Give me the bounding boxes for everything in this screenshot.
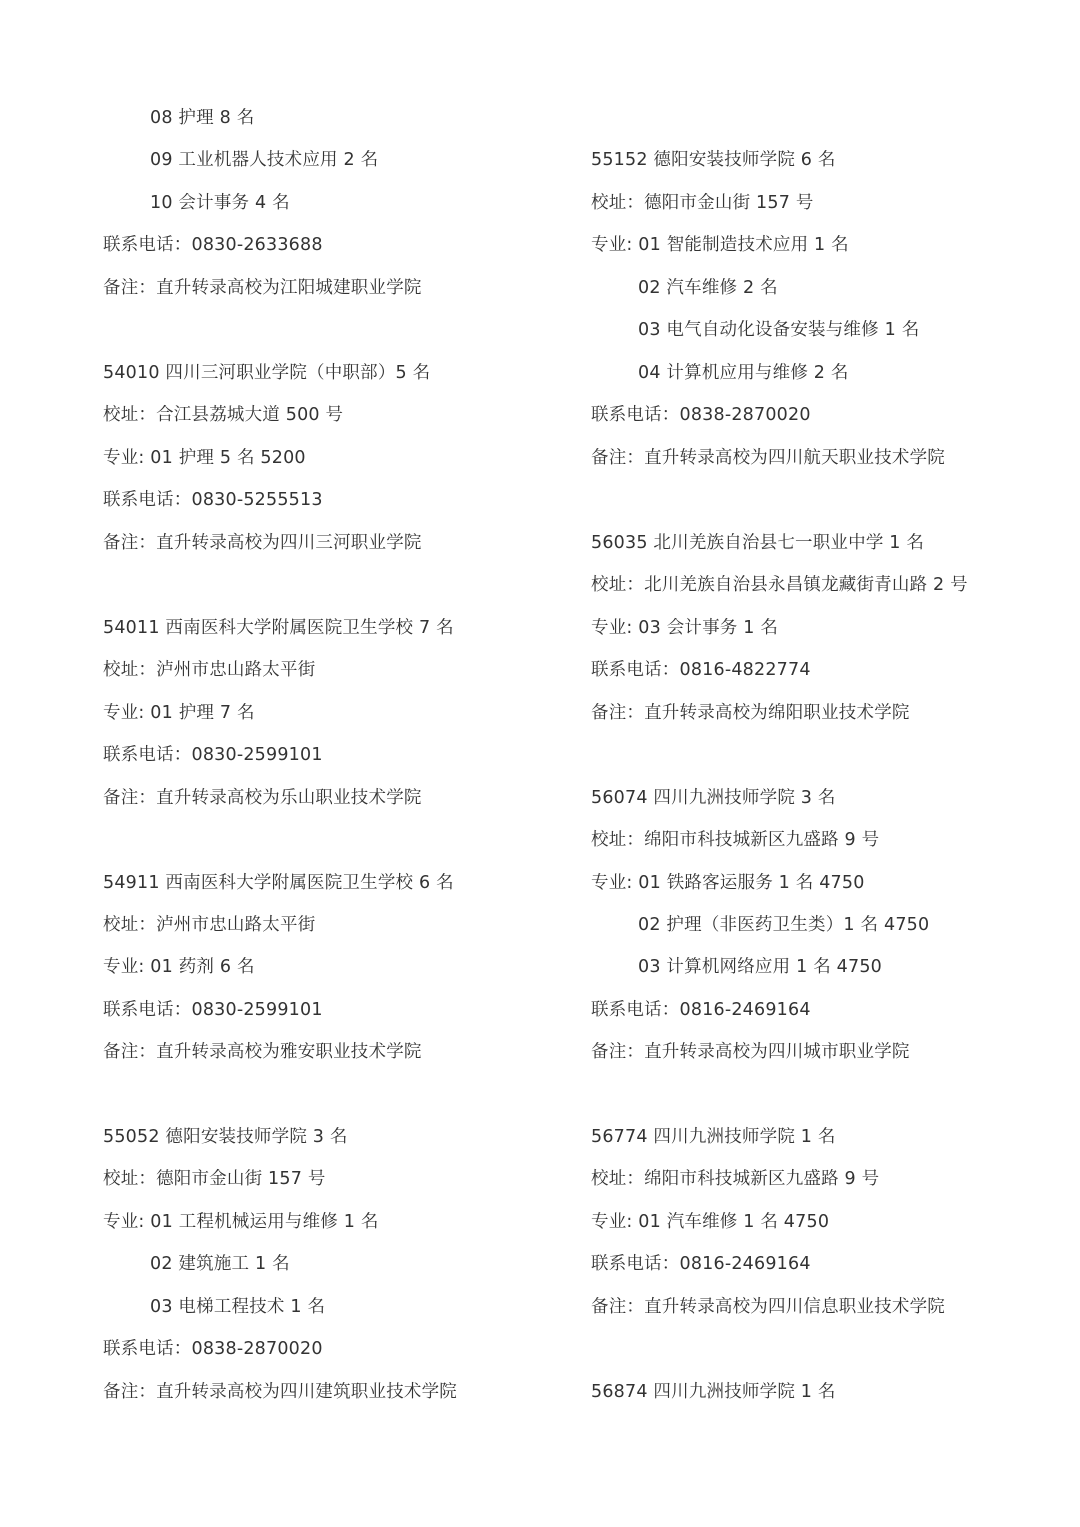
note-line: 备注：直升转录高校为雅安职业技术学院 (103, 1042, 422, 1062)
major-line: 专业: 01 汽车维修 1 名 4750 (591, 1212, 830, 1232)
note-line: 备注：直升转录高校为四川城市职业学院 (591, 1042, 910, 1062)
address-line: 校址：泸州市忠山路太平街 (103, 660, 316, 680)
note-line: 备注：直升转录高校为四川三河职业学院 (103, 533, 422, 553)
major-line: 专业: 01 护理 7 名 (103, 703, 255, 723)
address-line: 校址：绵阳市科技城新区九盛路 9 号 (591, 830, 880, 850)
major-line: 专业: 03 会计事务 1 名 (591, 618, 779, 638)
phone-line: 联系电话：0830-5255513 (103, 490, 323, 510)
major-line: 08 护理 8 名 (150, 108, 255, 128)
major-line: 04 计算机应用与维修 2 名 (638, 363, 849, 383)
major-line: 02 汽车维修 2 名 (638, 278, 778, 298)
school-title: 54911 西南医科大学附属医院卫生学校 6 名 (103, 873, 454, 893)
school-title: 56874 四川九洲技师学院 1 名 (591, 1382, 836, 1402)
address-line: 校址：北川羌族自治县永昌镇龙藏街青山路 2 号 (591, 575, 968, 595)
address-line: 校址：德阳市金山街 157 号 (103, 1169, 326, 1189)
major-line: 03 电气自动化设备安装与维修 1 名 (638, 320, 920, 340)
phone-line: 联系电话：0816-2469164 (591, 1000, 811, 1020)
school-title: 56774 四川九洲技师学院 1 名 (591, 1127, 836, 1147)
address-line: 校址：泸州市忠山路太平街 (103, 915, 316, 935)
school-title: 56074 四川九洲技师学院 3 名 (591, 788, 836, 808)
major-line: 专业: 01 铁路客运服务 1 名 4750 (591, 873, 865, 893)
school-title: 54011 西南医科大学附属医院卫生学校 7 名 (103, 618, 454, 638)
major-line: 03 计算机网络应用 1 名 4750 (638, 957, 882, 977)
major-line: 10 会计事务 4 名 (150, 193, 290, 213)
note-line: 备注：直升转录高校为江阳城建职业学院 (103, 278, 422, 298)
school-title: 55052 德阳安装技师学院 3 名 (103, 1127, 348, 1147)
major-line: 03 电梯工程技术 1 名 (150, 1297, 326, 1317)
school-title: 55152 德阳安装技师学院 6 名 (591, 150, 836, 170)
major-line: 09 工业机器人技术应用 2 名 (150, 150, 379, 170)
phone-line: 联系电话：0830-2599101 (103, 745, 323, 765)
school-title: 54010 四川三河职业学院（中职部）5 名 (103, 363, 431, 383)
address-line: 校址：合江县荔城大道 500 号 (103, 405, 344, 425)
phone-line: 联系电话：0838-2870020 (591, 405, 811, 425)
address-line: 校址：德阳市金山街 157 号 (591, 193, 814, 213)
address-line: 校址：绵阳市科技城新区九盛路 9 号 (591, 1169, 880, 1189)
note-line: 备注：直升转录高校为绵阳职业技术学院 (591, 703, 910, 723)
phone-line: 联系电话：0816-2469164 (591, 1254, 811, 1274)
major-line: 02 护理（非医药卫生类）1 名 4750 (638, 915, 930, 935)
major-line: 专业: 01 智能制造技术应用 1 名 (591, 235, 849, 255)
major-line: 02 建筑施工 1 名 (150, 1254, 290, 1274)
major-line: 专业: 01 工程机械运用与维修 1 名 (103, 1212, 379, 1232)
phone-line: 联系电话：0830-2633688 (103, 235, 323, 255)
major-line: 专业: 01 药剂 6 名 (103, 957, 255, 977)
school-title: 56035 北川羌族自治县七一职业中学 1 名 (591, 533, 925, 553)
phone-line: 联系电话：0838-2870020 (103, 1339, 323, 1359)
phone-line: 联系电话：0816-4822774 (591, 660, 811, 680)
note-line: 备注：直升转录高校为四川信息职业技术学院 (591, 1297, 945, 1317)
note-line: 备注：直升转录高校为四川航天职业技术学院 (591, 448, 945, 468)
major-line: 专业: 01 护理 5 名 5200 (103, 448, 306, 468)
note-line: 备注：直升转录高校为四川建筑职业技术学院 (103, 1382, 457, 1402)
note-line: 备注：直升转录高校为乐山职业技术学院 (103, 788, 422, 808)
phone-line: 联系电话：0830-2599101 (103, 1000, 323, 1020)
